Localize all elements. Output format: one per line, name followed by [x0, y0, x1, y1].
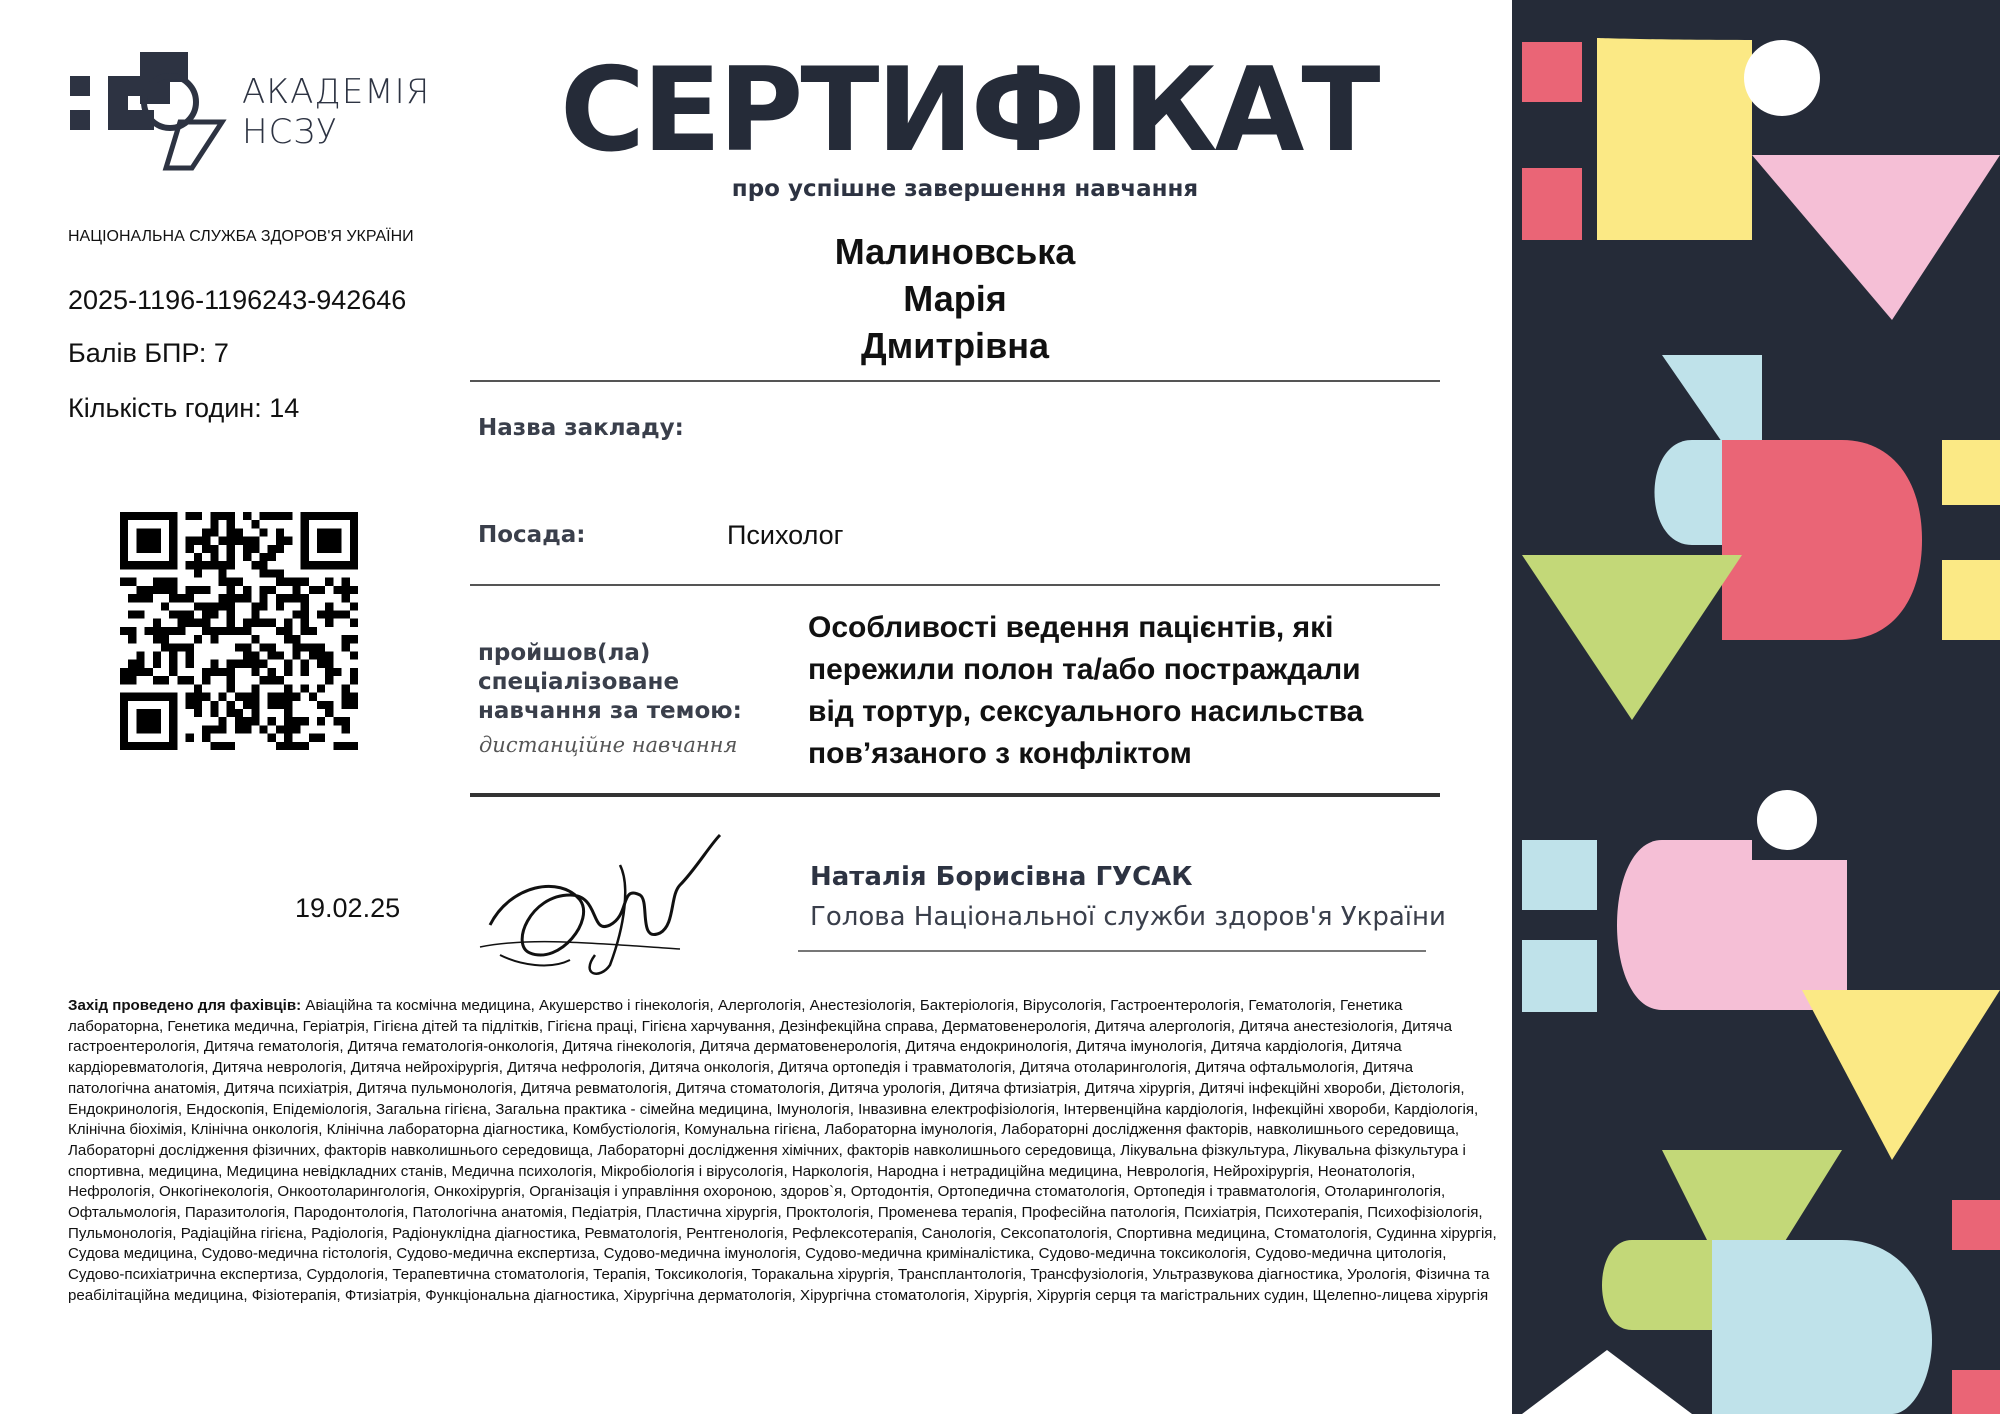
issue-date: 19.02.25: [295, 893, 401, 923]
qr-code-icon[interactable]: [120, 512, 358, 750]
signature-icon: [470, 825, 730, 985]
course-label-line: пройшов(ла): [478, 640, 651, 666]
divider: [470, 380, 1440, 382]
certificate-number: 2025-1196-1196243-942646: [68, 285, 407, 315]
institution-label: Назва закладу:: [478, 415, 684, 441]
course-label-line: спеціалізоване: [478, 669, 680, 695]
certificate-subtitle: про успішне завершення навчання: [731, 176, 1199, 202]
study-mode: дистанційне навчання: [479, 733, 738, 757]
divider-thick: [470, 793, 1440, 797]
logo-line-2: НСЗУ: [242, 112, 338, 152]
course-label: [478, 639, 778, 726]
course-title-line: пов’язаного з конфліктом: [808, 737, 1192, 770]
signature-line: [798, 950, 1426, 952]
position-value: Психолог: [727, 520, 844, 550]
recipient-first-name: Марія: [903, 278, 1007, 319]
recipient-name: [470, 228, 1440, 369]
specialties-lead: Захід проведено для фахівців:: [68, 997, 302, 1014]
course-title-line: від тортур, сексуального насильства: [808, 695, 1364, 728]
organization-name: НАЦІОНАЛЬНА СЛУЖБА ЗДОРОВ'Я УКРАЇНИ: [68, 228, 414, 245]
decorative-pattern: [1512, 0, 2000, 1414]
points-count: Балів БПР: 7: [68, 338, 229, 368]
course-title: [808, 607, 1458, 775]
recipient-patronymic: Дмитрівна: [861, 325, 1049, 366]
course-title-line: пережили полон та/або постраждали: [808, 653, 1361, 686]
hours-count: Кількість годин: 14: [68, 393, 300, 423]
position-label: Посада:: [478, 522, 586, 548]
divider: [470, 584, 1440, 586]
course-title-line: Особливості ведення пацієнтів, які: [808, 611, 1334, 644]
signer-title: Голова Національної служби здоров'я України: [810, 902, 1446, 932]
specialties-text: Авіаційна та космічна медицина, Акушерство і гінекологія, Алергологія, Анестезіологія, Бактеріологія, Вірусологія, Гастроентерологія, Гематологія, Генетика лабораторна, Генетика медична, Геріатрія, Гігієна дітей та підлітків, Гігієна праці, Гігієна харчування, Дезінфекційна справа, Дерматовенерологія, Дитяча алергологія, Дитяча анестезіологія, Дитяча гастроентерологія, Дитяча гематологія, Дитяча гематологія-онкологія, Дитяча гінекологія, Дитяча дерматовенерологія, Дитяча ендокринологія, Дитяча імунологія, Дитяча кардіологія, Дитяча кардіоревматологія, Дитяча неврологія, Дитяча нейрохірургія, Дитяча нефрологія, Дитяча онкологія, Дитяча ортопедія і травматологія, Дитяча отоларингологія, Дитяча офтальмологія, Дитяча патологічна анатомія, Дитяча психіатрія, Дитяча пульмонологія, Дитяча ревматологія, Дитяча стоматологія, Дитяча урологія, Дитяча фтизіатрія, Дитяча хірургія, Дитячі інфекційні хвороби, Дієтологія, Ендокринологія, Ендоскопія, Епідеміологія, Загальна гігієна, Загальна практика - сімейна медицина, Імунологія, Інвазивна електрофізіологія, Інтервенційна кардіологія, Інфекційні хвороби, Кардіологія, Клінічна біохімія, Клінічна онкологія, Клінічна лабораторна діагностика, Комбустіологія, Комунальна гігієна, Лабораторна імунологія, Лабораторні дослідження факторів, навколишнього середовища, Лабораторні дослідження фізичних, факторів навколишнього середовища, Лабораторні дослідження хімічних, факторів навколишнього середовища, Лікувальна фізкультура, Лікувальна фізкультура і спортивна, медицина, Медицина невідкладних станів, Медична психологія, Мікробіологія і вірусологія, Наркологія, Народна і нетрадиційна медицина, Неврологія, Нейрохірургія, Неонатологія, Нефрологія, Онкогінекологія, Онкоотоларингологія, Онкохірургія, Організація і управління охороною, здоров`я, Ортодонтія, Ортопедична стоматологія, Ортопедія і травматологія, Отоларингологія, Офтальмологія, Паразитологія, Пародонтологія, Патологічна анатомія, Педіатрія, Пластична хірургія, Проктологія, Променева терапія, Професійна патологія, Психіатрія, Психотерапія, Психофізіологія, Пульмонологія, Радіаційна гігієна, Радіологія, Радіонуклідна діагностика, Ревматологія, Рентгенологія, Рефлексотерапія, Санологія, Сексопатологія, Спортивна медицина, Стоматологія, Судинна хірургія, Судова медицина, Судово-медична гістологія, Судово-медична експертиза, Судово-медична імунологія, Судово-медична криміналістика, Судово-медична токсикологія, Судово-медична цитологія, Судово-психіатрична експертиза, Сурдологія, Терапевтична стоматологія, Терапія, Токсикологія, Торакальна хірургія, Трансплантологія, Трансфузіологія, Ультразвукова діагностика, Урологія, Фізична та реабілітаційна медицина, Фізіотерапія, Фтизіатрія, Функціональна діагностика, Хірургічна дерматологія, Хірургічна стоматологія, Хірургія, Хірургія серця та магістральних судин, Щелепно-лицева хірургія: [68, 997, 1497, 1304]
specialties-list: [68, 996, 1498, 1307]
signer-name: Наталія Борисівна ГУСАК: [810, 862, 1193, 892]
logo-text: [242, 72, 430, 152]
recipient-surname: Малиновська: [834, 231, 1076, 272]
course-label-line: навчання за темою:: [478, 698, 742, 724]
certificate-title: СЕРТИФІКАТ: [560, 43, 1378, 178]
logo-line-1: АКАДЕМІЯ: [242, 72, 431, 112]
